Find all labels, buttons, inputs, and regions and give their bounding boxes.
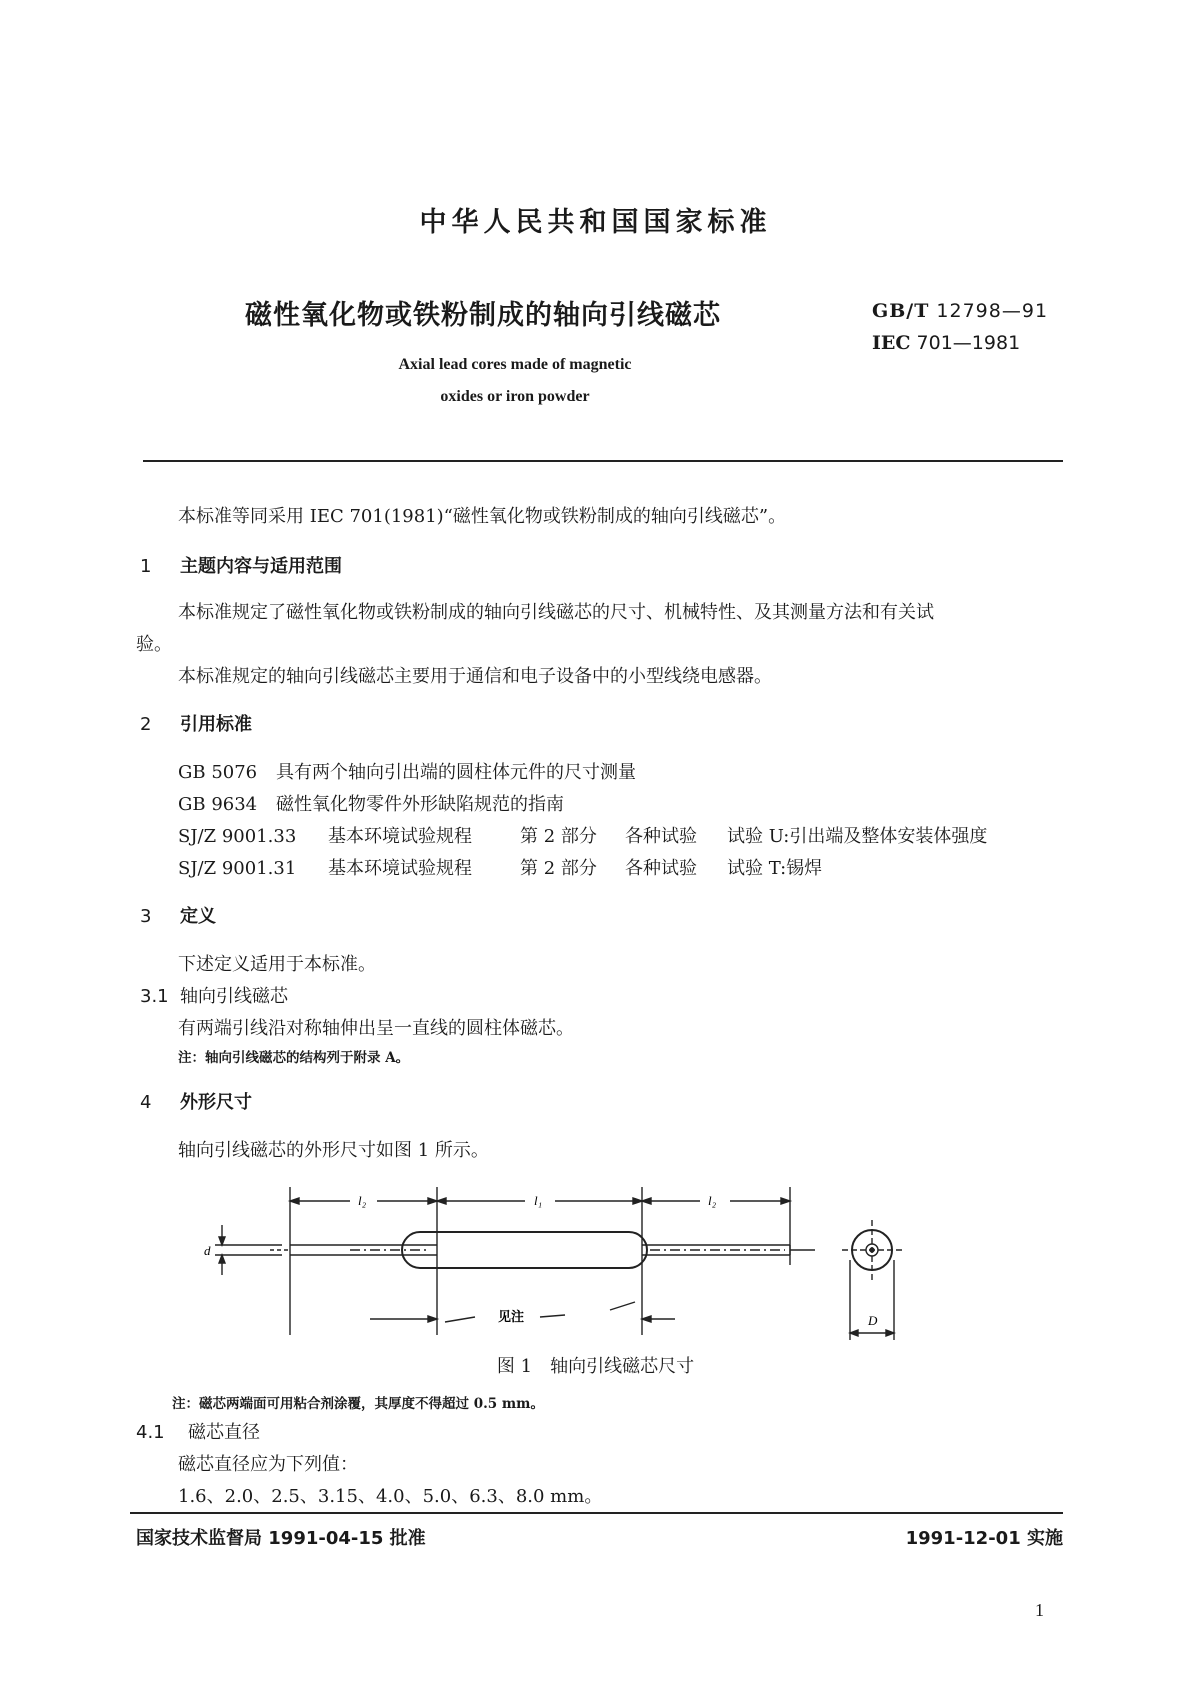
reference-code: SJ/Z 9001.33 (178, 826, 297, 847)
reference-part-b: 第 2 部分 (520, 826, 597, 847)
reference-part-d: 试验 U:引出端及整体安装体强度 (727, 826, 988, 847)
reference-code: GB 5076 (178, 762, 258, 783)
footer-approval: 国家技术监督局 1991-04-15 批准 (136, 1528, 426, 1549)
section-1-para-1-line-1: 本标准规定了磁性氧化物或铁粉制成的轴向引线磁芯的尺寸、机械特性、及其测量方法和有关试 (178, 602, 934, 623)
figure-1-drawing (204, 1175, 1030, 1345)
label-l2-left: l₂ (358, 1193, 367, 1208)
subsection-4-1-intro: 磁芯直径应为下列值： (178, 1454, 358, 1475)
standard-code-prefix: GB/T (872, 300, 930, 322)
reference-part-a: 基本环境试验规程 (328, 826, 472, 847)
section-3-title: 定义 (180, 906, 216, 927)
label-l2-right: l₂ (708, 1193, 717, 1208)
reference-part-a: 基本环境试验规程 (328, 858, 472, 879)
reference-part-c: 各种试验 (625, 826, 697, 847)
figure-1-note: 注：磁芯两端面可用粘合剂涂覆，其厚度不得超过 0.5 mm。 (172, 1396, 544, 1412)
section-3-number: 3 (140, 906, 152, 927)
reference-row (178, 854, 822, 880)
reference-part-d: 试验 T:锡焊 (727, 858, 823, 879)
section-4-heading (140, 1088, 252, 1114)
label-l1: l₁ (534, 1193, 543, 1208)
footer-divider (130, 1512, 1063, 1514)
reference-row (178, 822, 987, 848)
iec-code-prefix: IEC (872, 332, 911, 354)
section-4-number: 4 (140, 1092, 152, 1113)
national-standard-heading: 中华人民共和国国家标准 (419, 207, 772, 238)
subsection-3-1-number: 3.1 (140, 986, 169, 1007)
header-divider (143, 460, 1063, 462)
section-4-intro: 轴向引线磁芯的外形尺寸如图 1 所示。 (178, 1140, 489, 1161)
reference-code: SJ/Z 9001.31 (178, 858, 297, 879)
title-english-line-2: oxides or iron powder (440, 388, 590, 405)
section-2-number: 2 (140, 714, 152, 735)
label-D: D (868, 1313, 878, 1328)
page-number: 1 (1035, 1600, 1044, 1620)
title-chinese: 磁性氧化物或铁粉制成的轴向引线磁芯 (245, 300, 721, 331)
section-3-heading (140, 902, 216, 928)
section-1-heading (140, 552, 342, 578)
reference-part-c: 各种试验 (625, 858, 697, 879)
section-1-title: 主题内容与适用范围 (180, 556, 342, 577)
note-leader (445, 1317, 475, 1322)
intro-paragraph: 本标准等同采用 IEC 701(1981)“磁性氧化物或铁粉制成的轴向引线磁芯”。 (178, 506, 787, 527)
title-english-line-1: Axial lead cores made of magnetic (398, 356, 632, 373)
subsection-4-1-heading (136, 1418, 260, 1444)
reference-name: 磁性氧化物零件外形缺陷规范的指南 (276, 794, 564, 815)
section-1-number: 1 (140, 556, 152, 577)
note-leader (540, 1315, 565, 1317)
subsection-3-1-title: 轴向引线磁芯 (180, 986, 288, 1007)
label-d: d (204, 1243, 211, 1258)
core-body (402, 1232, 647, 1268)
section-3-intro: 下述定义适用于本标准。 (178, 954, 376, 975)
definition-text: 有两端引线沿对称轴伸出呈一直线的圆柱体磁芯。 (178, 1018, 574, 1039)
standard-code-number: 12798—91 (936, 300, 1049, 322)
reference-code: GB 9634 (178, 794, 258, 815)
figure-1-caption: 图 1 轴向引线磁芯尺寸 (496, 1356, 695, 1377)
section-1-para-1-line-2: 验。 (136, 634, 172, 655)
footer-implementation: 1991-12-01 实施 (905, 1528, 1063, 1549)
diameter-values: 1.6、2.0、2.5、3.15、4.0、5.0、6.3、8.0 mm。 (178, 1486, 603, 1507)
section-1-para-2: 本标准规定的轴向引线磁芯主要用于通信和电子设备中的小型线绕电感器。 (178, 666, 772, 687)
iec-code (872, 332, 1020, 354)
label-see-note: 见注 (498, 1310, 525, 1325)
reference-row (178, 790, 564, 816)
section-3-note: 注：轴向引线磁芯的结构列于附录 A。 (178, 1050, 410, 1066)
reference-name: 具有两个轴向引出端的圆柱体元件的尺寸测量 (276, 762, 636, 783)
section-4-title: 外形尺寸 (180, 1092, 252, 1113)
section-2-heading (140, 710, 252, 736)
subsection-4-1-number: 4.1 (136, 1422, 165, 1443)
note-leader (610, 1302, 635, 1310)
subsection-4-1-title: 磁芯直径 (188, 1422, 260, 1443)
standard-code (872, 300, 1048, 322)
subsection-3-1-heading (140, 982, 288, 1008)
reference-part-b: 第 2 部分 (520, 858, 597, 879)
section-2-title: 引用标准 (180, 714, 252, 735)
reference-row (178, 758, 636, 784)
iec-code-number: 701—1981 (916, 332, 1021, 354)
